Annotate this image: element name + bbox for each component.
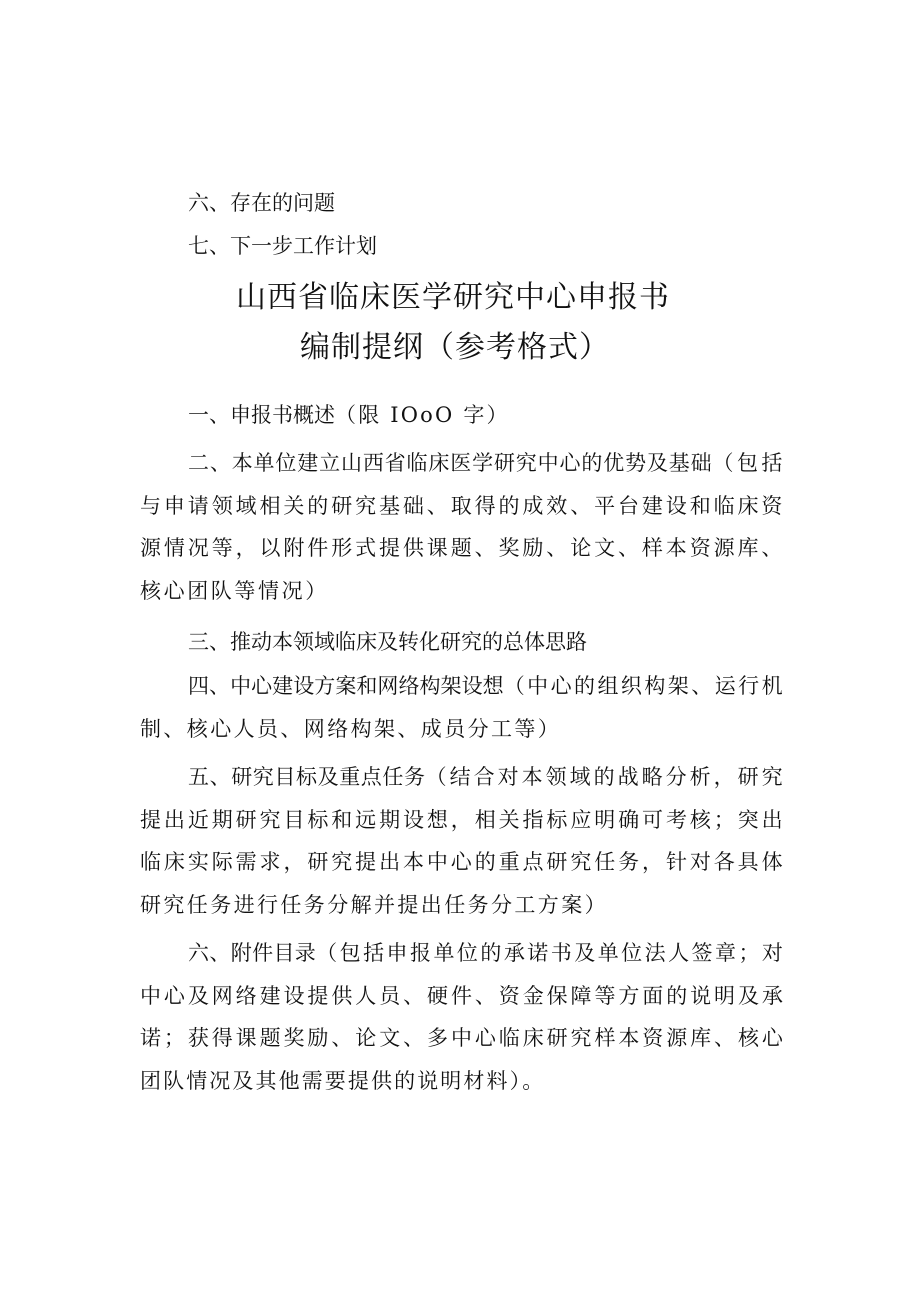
section-detail: （包括申报单位的承诺书及单位法人签章；对中心及网络建设提供人员、硬件、资金保障等方面的说明及承诺；获得课题奖励、论文、多中心临床研究样本资源库、核心团队情况及其他需要提供的说明材料）。 — [140, 941, 786, 1093]
preceding-item-problems: 六、存在的问题 — [188, 191, 335, 215]
section-advantages — [140, 442, 785, 612]
section-heading: 六、附件目录 — [188, 941, 317, 965]
section-overall-approach — [140, 621, 785, 664]
section-detail: （限 IOoO 字） — [335, 403, 510, 427]
preceding-item-next-plan: 七、下一步工作计划 — [188, 234, 377, 258]
document-title-line1: 山西省临床医学研究中心申报书 — [236, 280, 670, 315]
section-heading: 一、申报书概述 — [188, 403, 335, 427]
section-research-goals — [140, 756, 785, 926]
section-detail: （结合对本领域的战略分析，研究提出近期研究目标和远期设想，相关指标应明确可考核；突出临床实际需求，研究提出本中心的重点研究任务，针对各具体研究任务进行任务分解并提出任务分工方案） — [140, 765, 786, 917]
section-construction-plan — [140, 665, 785, 750]
section-attachments — [140, 932, 785, 1102]
document-title-line2: 编制提纲（参考格式） — [300, 330, 610, 365]
section-heading: 二、本单位建立山西省临床医学研究中心的优势及基础 — [188, 451, 713, 475]
section-heading: 四、中心建设方案和网络构架设想 — [188, 674, 504, 698]
section-detail: （包括与申请领域相关的研究基础、取得的成效、平台建设和临床资源情况等，以附件形式提供课题、奖励、论文、样本资源库、核心团队等情况） — [140, 451, 785, 603]
section-overview — [140, 394, 785, 437]
section-heading: 五、研究目标及重点任务 — [188, 765, 426, 789]
section-heading: 三、推动本领域临床及转化研究的总体思路 — [188, 630, 587, 654]
section-detail: （中心的组织构架、运行机制、核心人员、网络构架、成员分工等） — [140, 674, 785, 741]
